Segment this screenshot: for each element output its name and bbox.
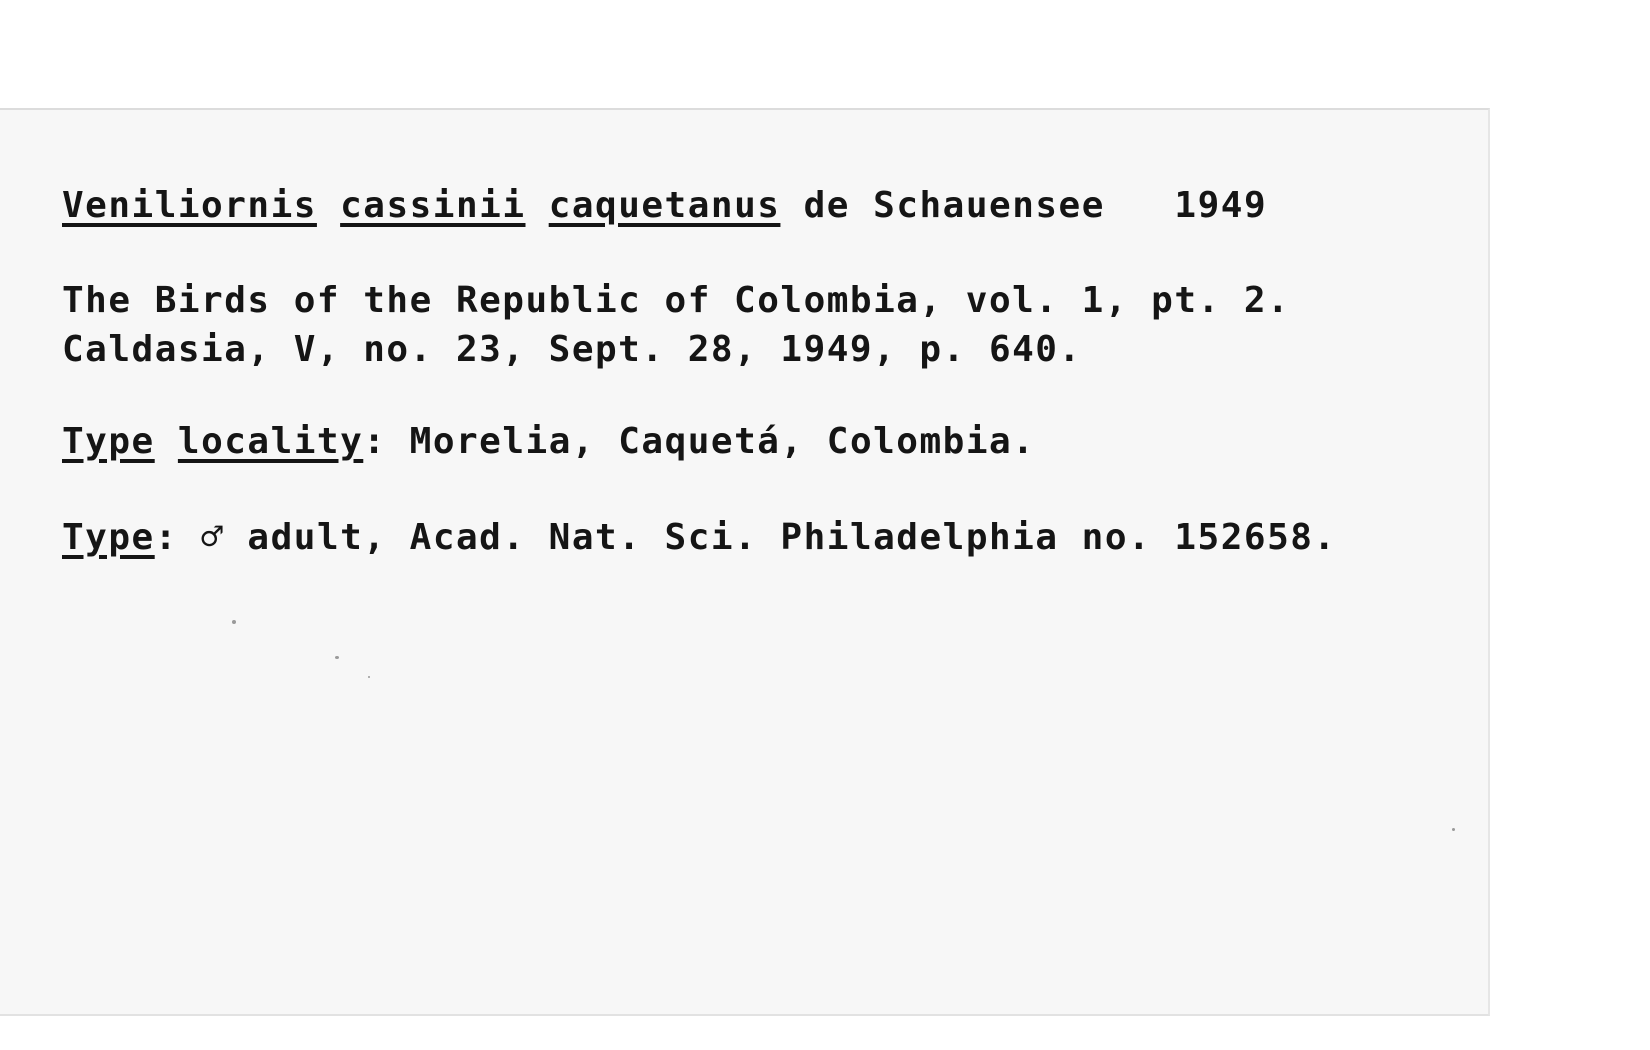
type-line — [62, 517, 1337, 558]
type-locality-label-word2: locality — [177, 421, 364, 462]
speck-mark — [1452, 828, 1455, 831]
reference-line-2: Caldasia, V, no. 23, Sept. 28, 1949, p. 640. — [62, 329, 1082, 370]
type-label: Type — [62, 517, 155, 558]
type-colon: : — [154, 517, 178, 558]
speck-mark — [232, 620, 236, 624]
speck-mark — [335, 656, 339, 659]
type-locality-line — [62, 421, 1036, 462]
subspecies-name: caquetanus — [548, 185, 781, 226]
taxon-heading — [62, 185, 1268, 226]
species-name: cassinii — [340, 185, 526, 226]
type-locality-colon: : — [363, 421, 387, 462]
type-locality-value: Morelia, Caquetá, Colombia. — [409, 421, 1036, 462]
year: 1949 — [1174, 185, 1268, 226]
type-locality-label-word1: Type — [62, 421, 155, 462]
genus-name: Veniliornis — [62, 185, 317, 226]
type-value: ♂ adult, Acad. Nat. Sci. Philadelphia no. 152658. — [201, 517, 1337, 558]
reference-line-1: The Birds of the Republic of Colombia, vol. 1, pt. 2. — [62, 280, 1291, 321]
speck-mark — [368, 676, 370, 678]
author-name: de Schauensee — [803, 185, 1105, 226]
index-card — [0, 108, 1490, 1016]
